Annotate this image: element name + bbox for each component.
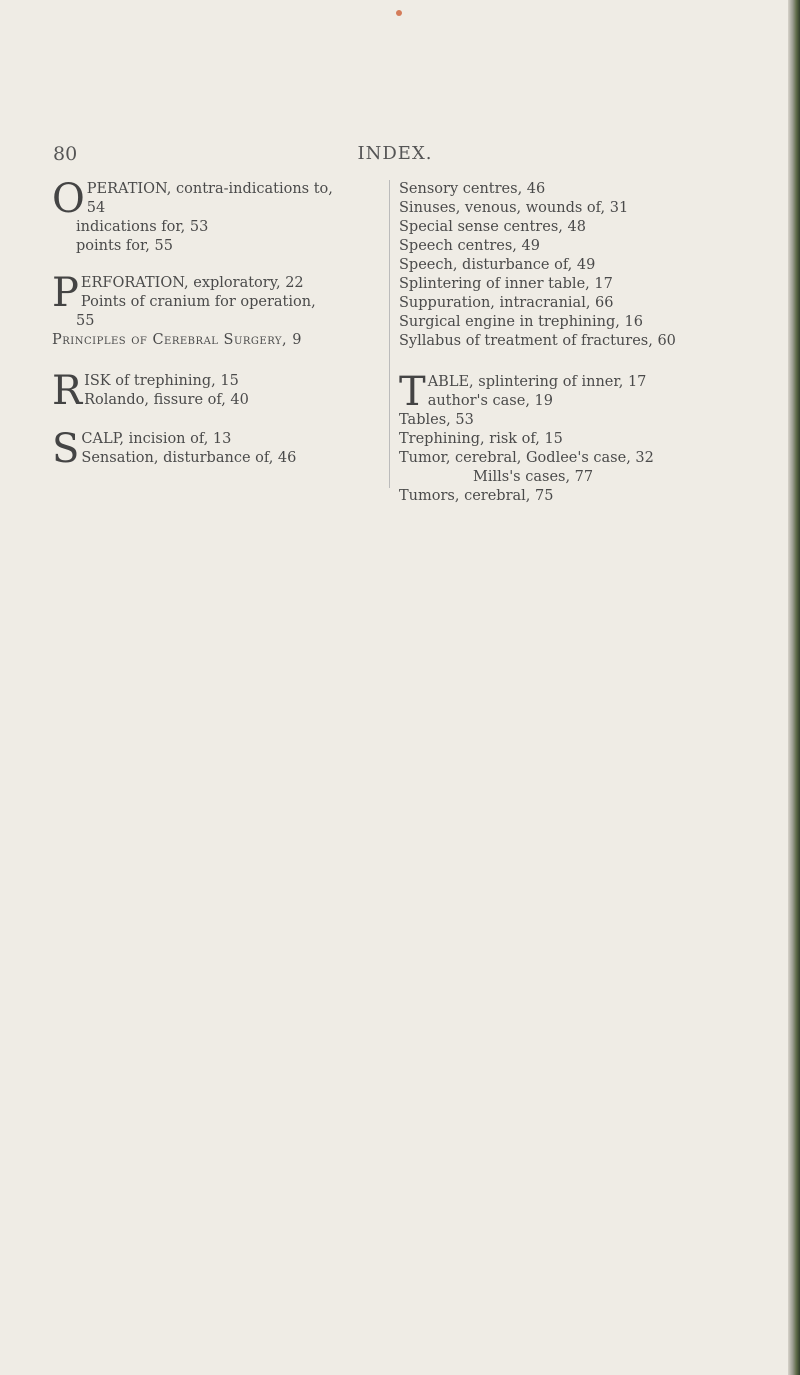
index-entry: Sensory centres, 46 [399, 181, 546, 197]
index-section-o [52, 176, 382, 256]
page-number: 80 [53, 143, 78, 165]
index-entry: Speech, disturbance of, 49 [399, 257, 596, 273]
index-entry: Special sense centres, 48 [399, 219, 586, 235]
index-column-right [399, 180, 744, 524]
index-subentry-page: 55 [76, 313, 95, 329]
index-section-t [399, 369, 744, 506]
index-entry: Syllabus of treatment of fractures, 60 [399, 333, 676, 349]
drop-cap: R [52, 368, 83, 414]
index-column-left [52, 176, 382, 486]
drop-cap: O [52, 176, 85, 222]
index-entry: CALP, incision of, 13 [81, 431, 232, 447]
index-entry: Tumors, cerebral, 75 [399, 488, 554, 504]
ink-mark [396, 10, 402, 16]
drop-cap: T [399, 369, 426, 415]
index-entry: Sinuses, venous, wounds of, 31 [399, 200, 629, 216]
index-entry: ABLE, splintering of inner, 17 [427, 374, 647, 390]
index-entry: Tables, 53 [399, 412, 474, 428]
index-entry: Trephining, risk of, 15 [399, 431, 563, 447]
index-subentry: indications for, 53 [76, 219, 209, 235]
index-subentry: Rolando, fissure of, 40 [84, 392, 249, 408]
drop-cap: P [52, 270, 79, 316]
index-section-p [52, 270, 382, 350]
index-subentry: Sensation, disturbance of, 46 [81, 450, 297, 466]
index-entry: Tumor, cerebral, Godlee's case, 32 [399, 450, 654, 466]
index-entry: Speech centres, 49 [399, 238, 540, 254]
index-entry: Principles of Cerebral Surgery, 9 [52, 332, 302, 348]
index-subentry: Points of cranium for operation, [80, 294, 316, 310]
index-entry: Suppuration, intracranial, 66 [399, 295, 614, 311]
index-subentry: points for, 55 [76, 238, 173, 254]
index-entry-page: 54 [86, 200, 106, 216]
drop-cap: S [52, 426, 80, 472]
page-edge [788, 0, 800, 1375]
index-subentry: Mills's cases, 77 [473, 469, 594, 485]
index-entry: ERFORATION, exploratory, 22 [80, 275, 304, 291]
index-section-r [52, 368, 382, 414]
index-entry: ISK of trephining, 15 [84, 373, 239, 389]
index-entry: Surgical engine in trephining, 16 [399, 314, 643, 330]
index-section-s [52, 426, 382, 472]
index-section-s-cont [399, 180, 744, 351]
index-entry: Splintering of inner table, 17 [399, 276, 613, 292]
index-subentry: author's case, 19 [427, 393, 553, 409]
page-header: INDEX. [357, 143, 433, 164]
column-divider [389, 180, 390, 488]
index-entry: PERATION, contra-indications to, [86, 181, 333, 197]
